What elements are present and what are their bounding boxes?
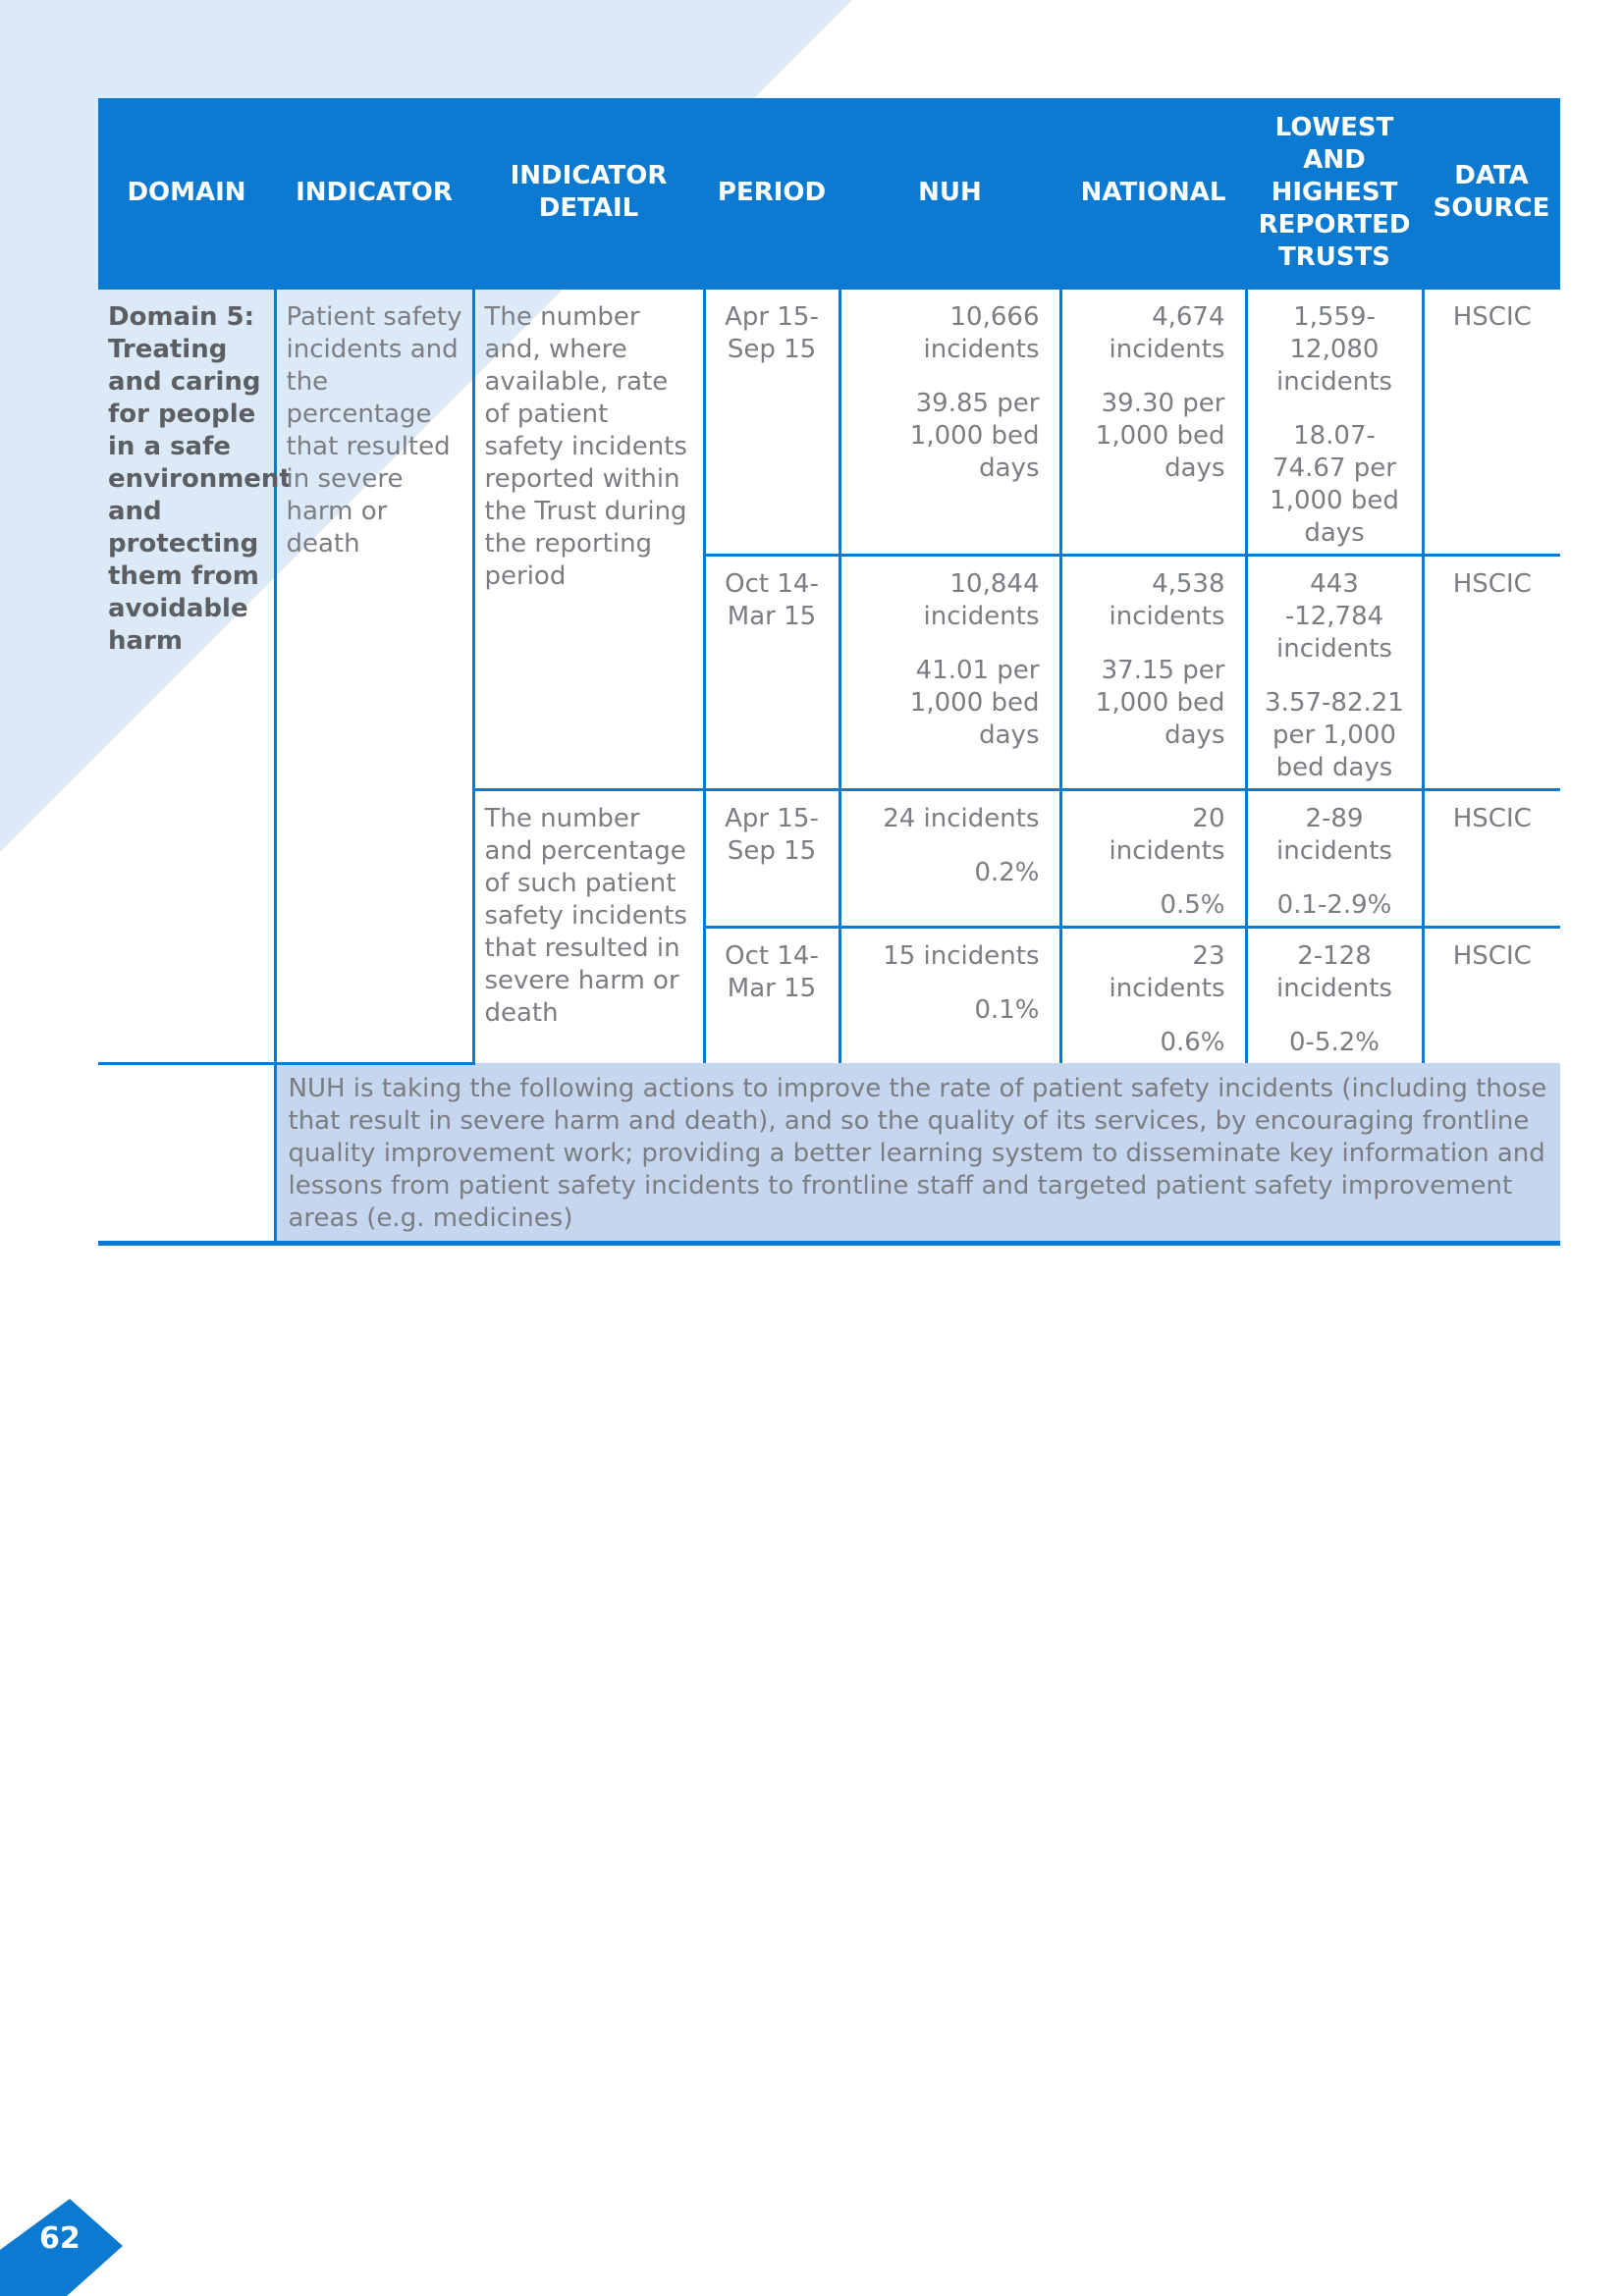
header-period: PERIOD <box>704 98 839 289</box>
indicator-table <box>98 98 1560 1246</box>
header-data-source: DATA SOURCE <box>1423 98 1560 289</box>
nuh-count: 24 incidents <box>883 804 1040 833</box>
national-count: 20 incidents <box>1109 804 1225 866</box>
range-percent: 0.1-2.9% <box>1276 890 1392 920</box>
header-indicator-detail: INDICATOR DETAIL <box>473 98 704 289</box>
header-lowest-highest: LOWEST AND HIGHEST REPORTED TRUSTS <box>1246 98 1423 289</box>
national-rate: 39.30 per 1,000 bed days <box>1095 389 1225 483</box>
period-cell: Apr 15- Sep 15 <box>704 289 839 556</box>
nuh-cell <box>839 790 1060 928</box>
note-row <box>98 1063 1560 1243</box>
nuh-rate: 41.01 per 1,000 bed days <box>909 656 1040 750</box>
indicator-cell: Patient safety incidents and the percentage that resulted in severe harm or death <box>275 289 473 1064</box>
range-count: 443 -12,784 incidents <box>1276 569 1392 664</box>
data-source-cell: HSCIC <box>1423 928 1560 1064</box>
national-rate: 37.15 per 1,000 bed days <box>1095 656 1225 750</box>
national-cell <box>1060 790 1246 928</box>
range-cell <box>1246 790 1423 928</box>
domain-cell: Domain 5: Treating and caring for people in a safe environment and protecting them from avoidable harm <box>98 289 275 1064</box>
data-source-cell: HSCIC <box>1423 556 1560 790</box>
nuh-count: 10,844 incidents <box>923 569 1040 631</box>
nuh-percent: 0.2% <box>974 858 1040 887</box>
national-percent: 0.5% <box>1160 890 1225 920</box>
nuh-count: 10,666 incidents <box>923 302 1040 364</box>
period-cell: Oct 14- Mar 15 <box>704 928 839 1064</box>
improvement-note: NUH is taking the following actions to improve the rate of patient safety incidents (including those that result in severe harm and death), and so the quality of its services, by encouraging frontline quality improvement work; providing a better learning system to disseminate key information and lessons from patient safety incidents to frontline staff and targeted patient safety improvement areas (e.g. medicines) <box>275 1063 1560 1243</box>
nuh-cell <box>839 928 1060 1064</box>
header-indicator: INDICATOR <box>275 98 473 289</box>
indicator-detail-cell: The number and, where available, rate of patient safety incidents reported within the Trust during the reporting period <box>473 289 704 790</box>
national-count: 4,674 incidents <box>1109 302 1225 364</box>
national-cell <box>1060 556 1246 790</box>
data-source-cell: HSCIC <box>1423 289 1560 556</box>
table-row <box>98 289 1560 556</box>
national-count: 23 incidents <box>1109 941 1225 1003</box>
nuh-rate: 39.85 per 1,000 bed days <box>909 389 1040 483</box>
range-percent: 0-5.2% <box>1289 1028 1380 1057</box>
range-cell <box>1246 928 1423 1064</box>
national-cell <box>1060 928 1246 1064</box>
period-cell: Oct 14- Mar 15 <box>704 556 839 790</box>
header-row <box>98 98 1560 289</box>
national-cell <box>1060 289 1246 556</box>
indicator-detail-cell: The number and percentage of such patient safety incidents that resulted in severe harm or death <box>473 790 704 1064</box>
national-count: 4,538 incidents <box>1109 569 1225 631</box>
header-domain: DOMAIN <box>98 98 275 289</box>
header-nuh: NUH <box>839 98 1060 289</box>
range-count: 1,559- 12,080 incidents <box>1276 302 1392 397</box>
range-rate: 18.07-74.67 per 1,000 bed days <box>1270 421 1399 548</box>
range-count: 2-128 incidents <box>1276 941 1392 1003</box>
range-cell <box>1246 289 1423 556</box>
nuh-count: 15 incidents <box>883 941 1040 971</box>
note-spacer <box>98 1063 275 1243</box>
data-source-cell: HSCIC <box>1423 790 1560 928</box>
period-cell: Apr 15- Sep 15 <box>704 790 839 928</box>
page-number: 62 <box>39 2221 81 2256</box>
nuh-percent: 0.1% <box>974 995 1040 1025</box>
range-count: 2-89 incidents <box>1276 804 1392 866</box>
nuh-cell <box>839 289 1060 556</box>
nuh-cell <box>839 556 1060 790</box>
national-percent: 0.6% <box>1160 1028 1225 1057</box>
range-rate: 3.57-82.21 per 1,000 bed days <box>1265 688 1404 782</box>
header-national: NATIONAL <box>1060 98 1246 289</box>
range-cell <box>1246 556 1423 790</box>
